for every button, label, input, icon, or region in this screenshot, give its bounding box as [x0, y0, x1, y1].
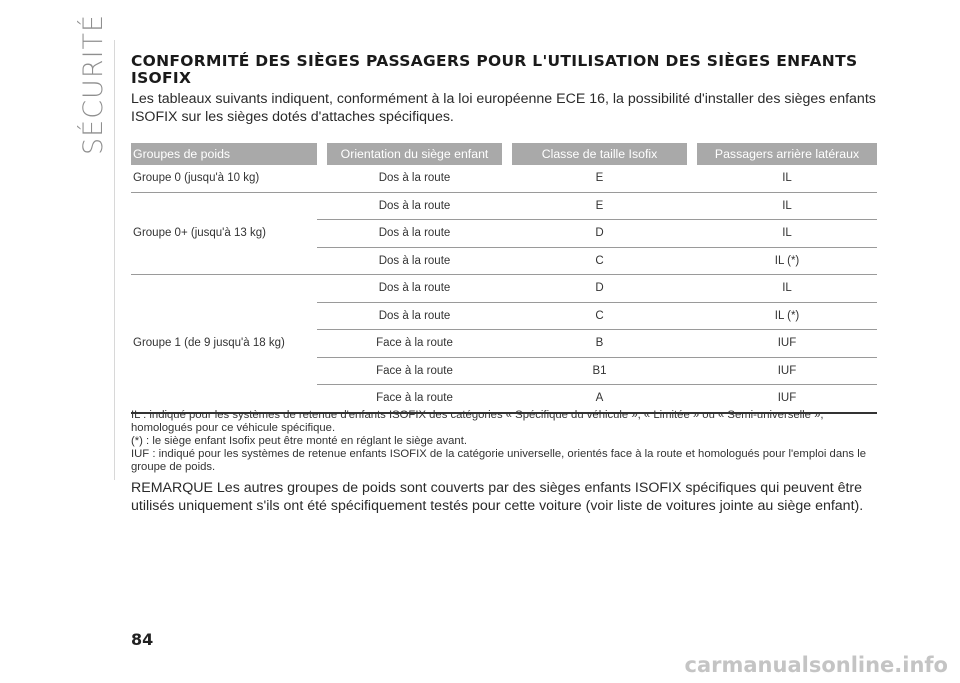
passagers-cell: IUF: [697, 357, 877, 385]
intro-paragraph: Les tableaux suivants indiquent, conformément à la loi européenne ECE 16, la possibilité d'installer des sièges enfants ISOFIX sur les sièges dotés d'attaches spécifiques.: [131, 91, 876, 125]
classe-cell: E: [512, 192, 687, 220]
passagers-cell: IUF: [697, 385, 877, 413]
header-classe: Classe de taille Isofix: [512, 143, 687, 165]
group-label: Groupe 0 (jusqu'à 10 kg): [131, 165, 317, 192]
table-notes: [131, 409, 877, 515]
table-row: [131, 192, 877, 220]
page-heading: CONFORMITÉ DES SIÈGES PASSAGERS POUR L'UTILISATION DES SIÈGES ENFANTS ISOFIX: [131, 52, 858, 87]
orientation-cell: Dos à la route: [327, 275, 502, 303]
orientation-cell: Face à la route: [327, 357, 502, 385]
header-orientation: Orientation du siège enfant: [327, 143, 502, 165]
classe-cell: B: [512, 330, 687, 358]
passagers-cell: IL: [697, 192, 877, 220]
classe-cell: D: [512, 275, 687, 303]
orientation-cell: Face à la route: [327, 385, 502, 413]
orientation-cell: Dos à la route: [327, 302, 502, 330]
group-label: Groupe 0+ (jusqu'à 13 kg): [131, 192, 317, 275]
note-il: IL : indiqué pour les systèmes de retenue d'enfants ISOFIX des catégories « Spécifique du véhicule », « Limitée » ou « Semi-universelle », homologués pour ce véhicule spécifique.: [131, 409, 824, 434]
isofix-table: [131, 143, 877, 414]
table-row: [131, 165, 877, 192]
orientation-cell: Dos à la route: [327, 192, 502, 220]
passagers-cell: IL (*): [697, 302, 877, 330]
orientation-cell: Dos à la route: [327, 165, 502, 192]
header-passagers: Passagers arrière latéraux: [697, 143, 877, 165]
classe-cell: C: [512, 302, 687, 330]
orientation-cell: Face à la route: [327, 330, 502, 358]
remark-paragraph: REMARQUE Les autres groupes de poids sont couverts par des sièges enfants ISOFIX spécifiques qui peuvent être utilisés uniquement s'ils ont été spécifiquement testés pour cette voiture (voir liste de voitures jointe au siège enfant).: [131, 480, 864, 514]
group-label: Groupe 1 (de 9 jusqu'à 18 kg): [131, 275, 317, 413]
classe-cell: A: [512, 385, 687, 413]
classe-cell: E: [512, 165, 687, 192]
note-iuf: IUF : indiqué pour les systèmes de retenue enfants ISOFIX de la catégorie universelle, orientés face à la route et homologués pour l'emploi dans le groupe de poids.: [131, 448, 866, 473]
passagers-cell: IL: [697, 220, 877, 248]
watermark: carmanualsonline.info: [684, 653, 948, 677]
passagers-cell: IL (*): [697, 247, 877, 275]
page-number: 84: [131, 630, 154, 649]
passagers-cell: IUF: [697, 330, 877, 358]
table-header-row: [131, 143, 877, 165]
page-content: [131, 52, 877, 514]
table-row: [131, 275, 877, 303]
classe-cell: B1: [512, 357, 687, 385]
header-groupes: Groupes de poids: [131, 143, 317, 165]
orientation-cell: Dos à la route: [327, 220, 502, 248]
section-divider: [114, 40, 115, 480]
passagers-cell: IL: [697, 275, 877, 303]
orientation-cell: Dos à la route: [327, 247, 502, 275]
passagers-cell: IL: [697, 165, 877, 192]
section-label: SÉCURITÉ: [78, 13, 109, 155]
classe-cell: D: [512, 220, 687, 248]
note-asterisk: (*) : le siège enfant Isofix peut être monté en réglant le siège avant.: [131, 435, 467, 447]
classe-cell: C: [512, 247, 687, 275]
